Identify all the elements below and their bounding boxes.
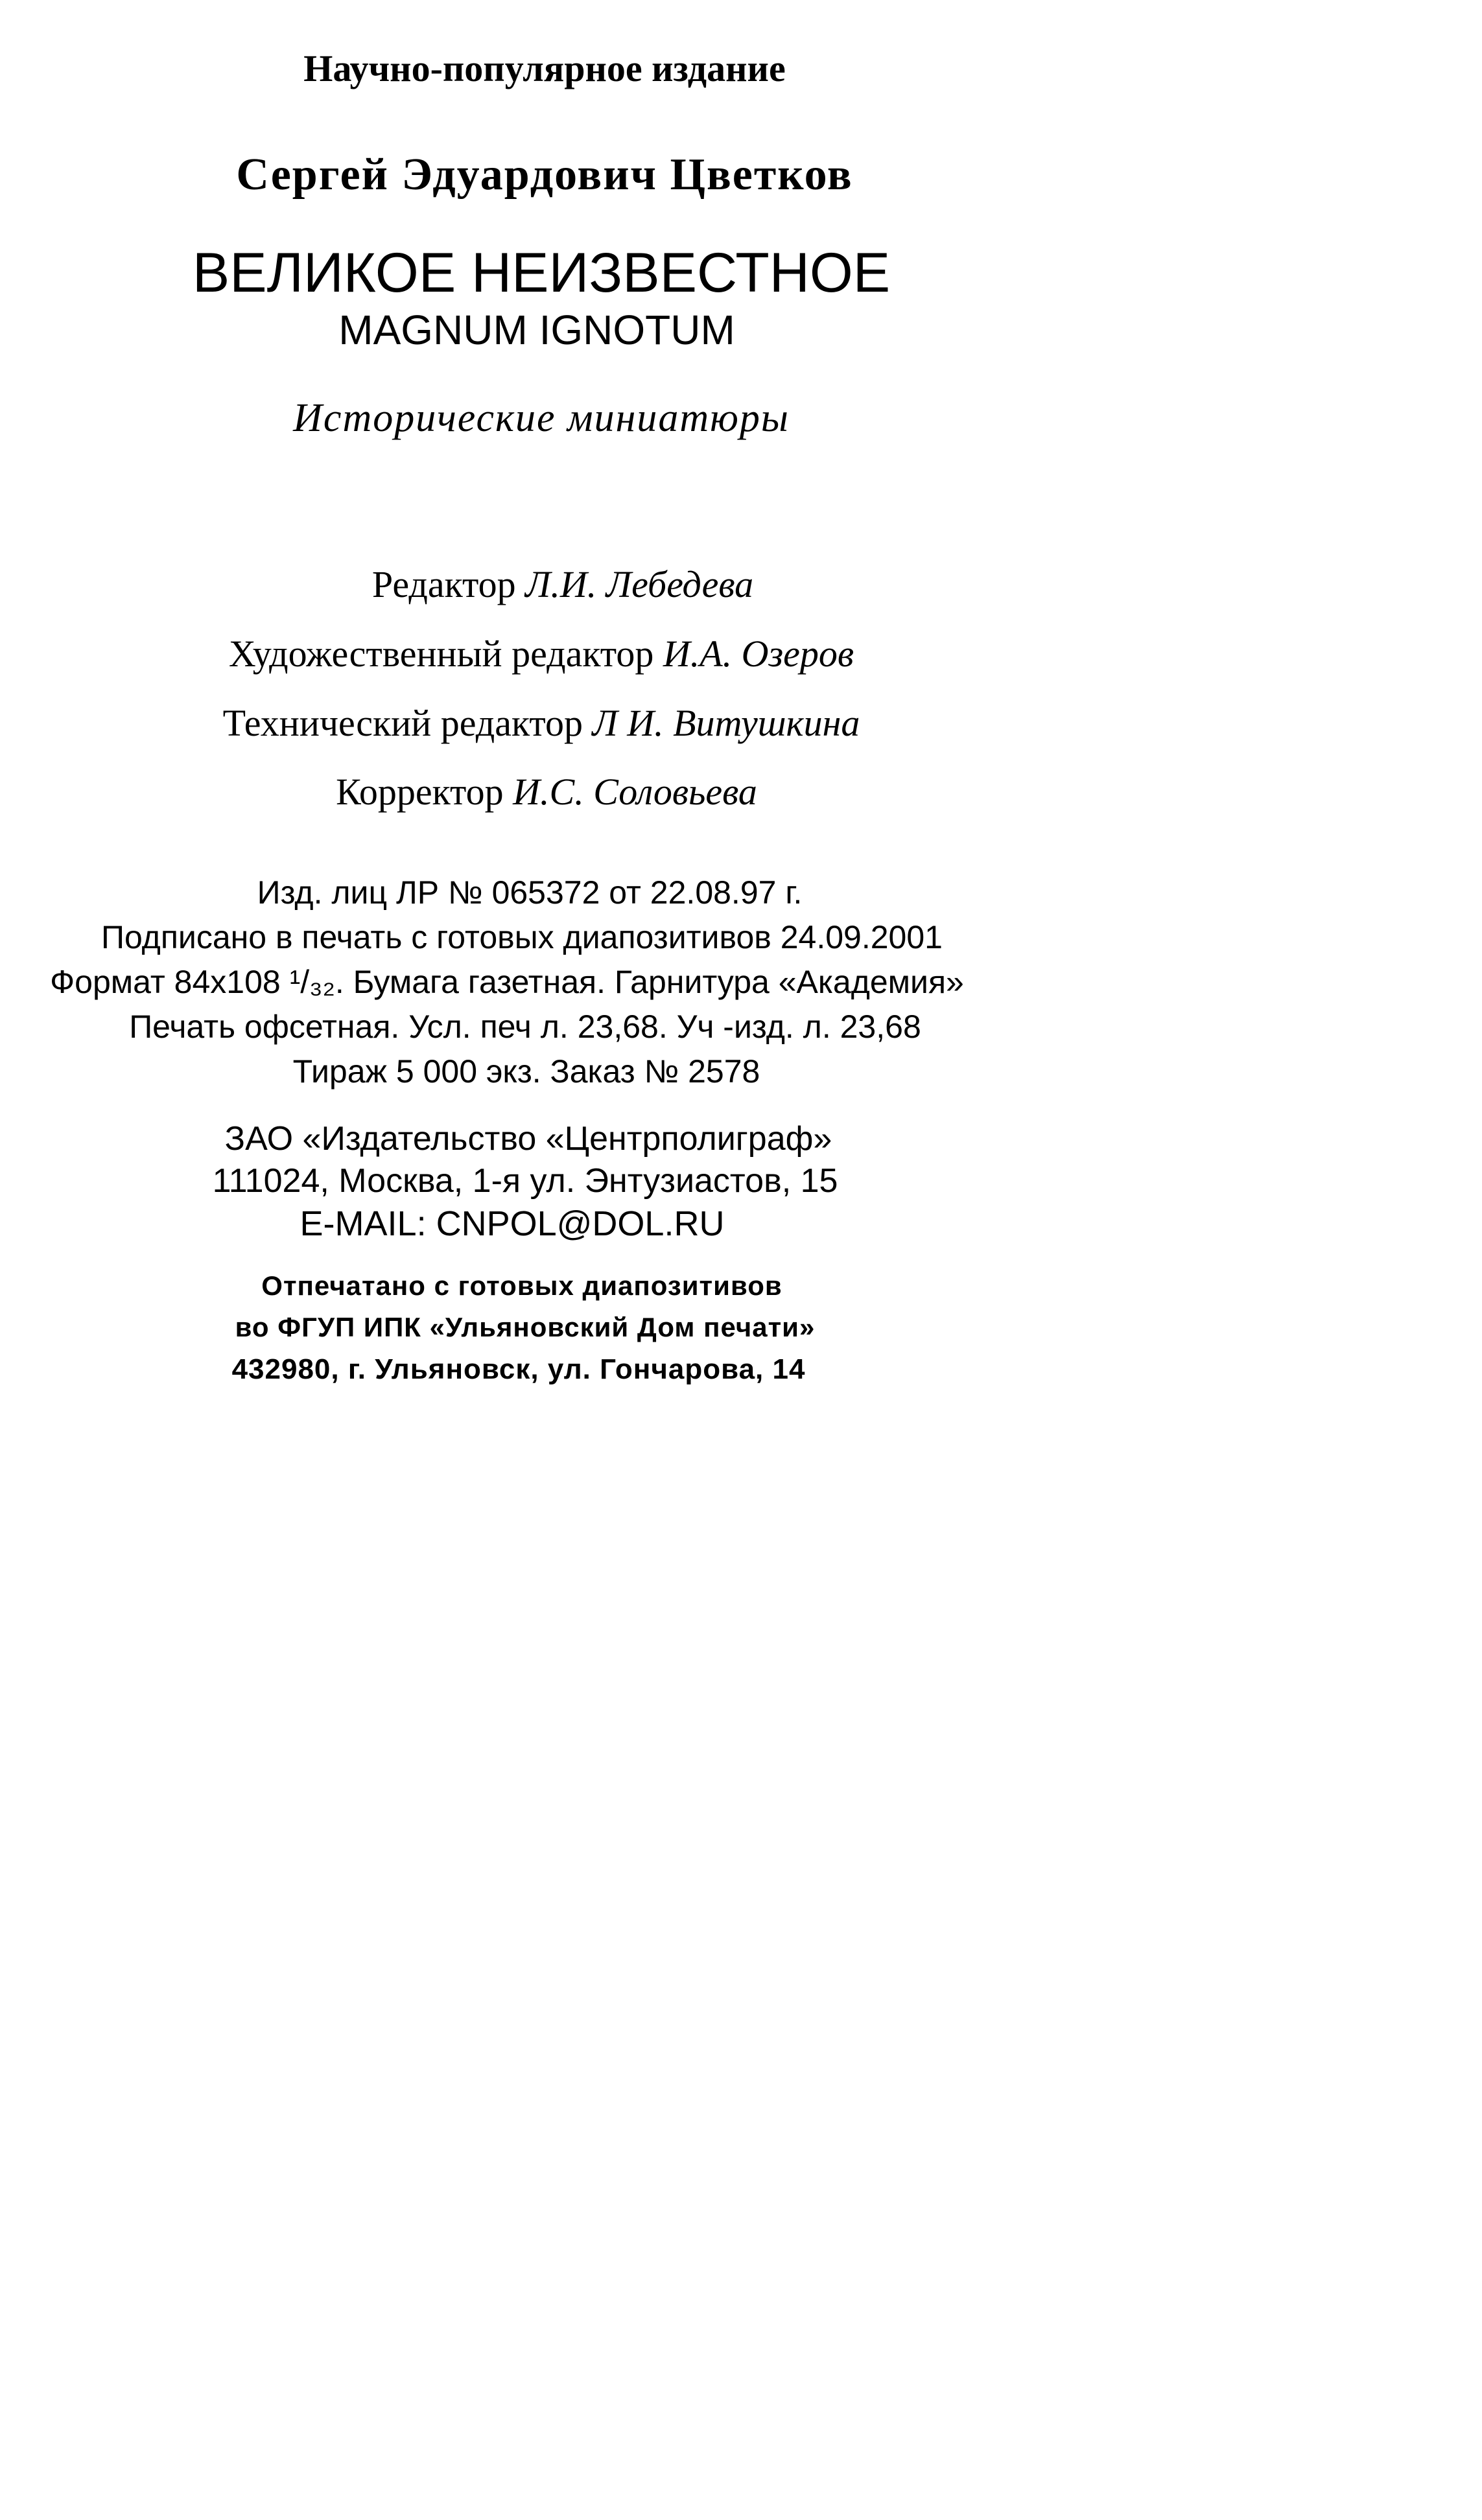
book-title: ВЕЛИКОЕ НЕИЗВЕСТНОЕ: [192, 242, 891, 304]
credit-tech-editor: [223, 701, 860, 745]
publisher-name: ЗАО «Издательство «Центрполиграф»: [224, 1120, 832, 1158]
imprint-format: Формат 84х108 ¹/₃₂. Бумага газетная. Гарнитура «Академия»: [50, 964, 964, 1000]
imprint-license: Изд. лиц ЛР № 065372 от 22.08.97 г.: [257, 874, 803, 911]
credit-role: Художественный редактор: [228, 633, 654, 675]
printer-line-3: 432980, г. Ульяновск, ул. Гончарова, 14: [231, 1353, 806, 1385]
publisher-email: E-MAIL: CNPOL@DOL.RU: [300, 1204, 725, 1243]
credit-role: Корректор: [336, 771, 504, 813]
credit-person: Л И. Витушкина: [592, 702, 860, 744]
imprint-run: Тираж 5 000 экз. Заказ № 2578: [292, 1053, 760, 1090]
author-name: Сергей Эдуардович Цветков: [236, 150, 853, 200]
category-label: Научно-популярное издание: [303, 47, 786, 89]
printer-line-2: во ФГУП ИПК «Ульяновский Дом печати»: [235, 1312, 816, 1342]
credit-person: Л.И. Лебедева: [525, 563, 754, 605]
imprint-print: Печать офсетная. Усл. печ л. 23,68. Уч -изд. л. 23,68: [129, 1009, 921, 1045]
credit-editor: [372, 563, 753, 606]
book-subtitle: Исторические миниатюры: [293, 396, 790, 440]
credit-art-editor: [229, 632, 854, 675]
credit-person: И.С. Соловьева: [513, 771, 757, 813]
credit-role: Технический редактор: [222, 702, 583, 744]
credit-person: И.А. Озеров: [663, 633, 854, 675]
book-title-latin: MAGNUM IGNOTUM: [338, 307, 735, 353]
credit-proofreader: [336, 770, 757, 813]
credit-role: Редактор: [371, 563, 516, 605]
printer-line-1: Отпечатано с готовых диапозитивов: [261, 1270, 782, 1301]
imprint-signed: Подписано в печать с готовых диапозитивов 24.09.2001: [101, 919, 943, 955]
publisher-address: 111024, Москва, 1-я ул. Энтузиастов, 15: [212, 1162, 838, 1200]
